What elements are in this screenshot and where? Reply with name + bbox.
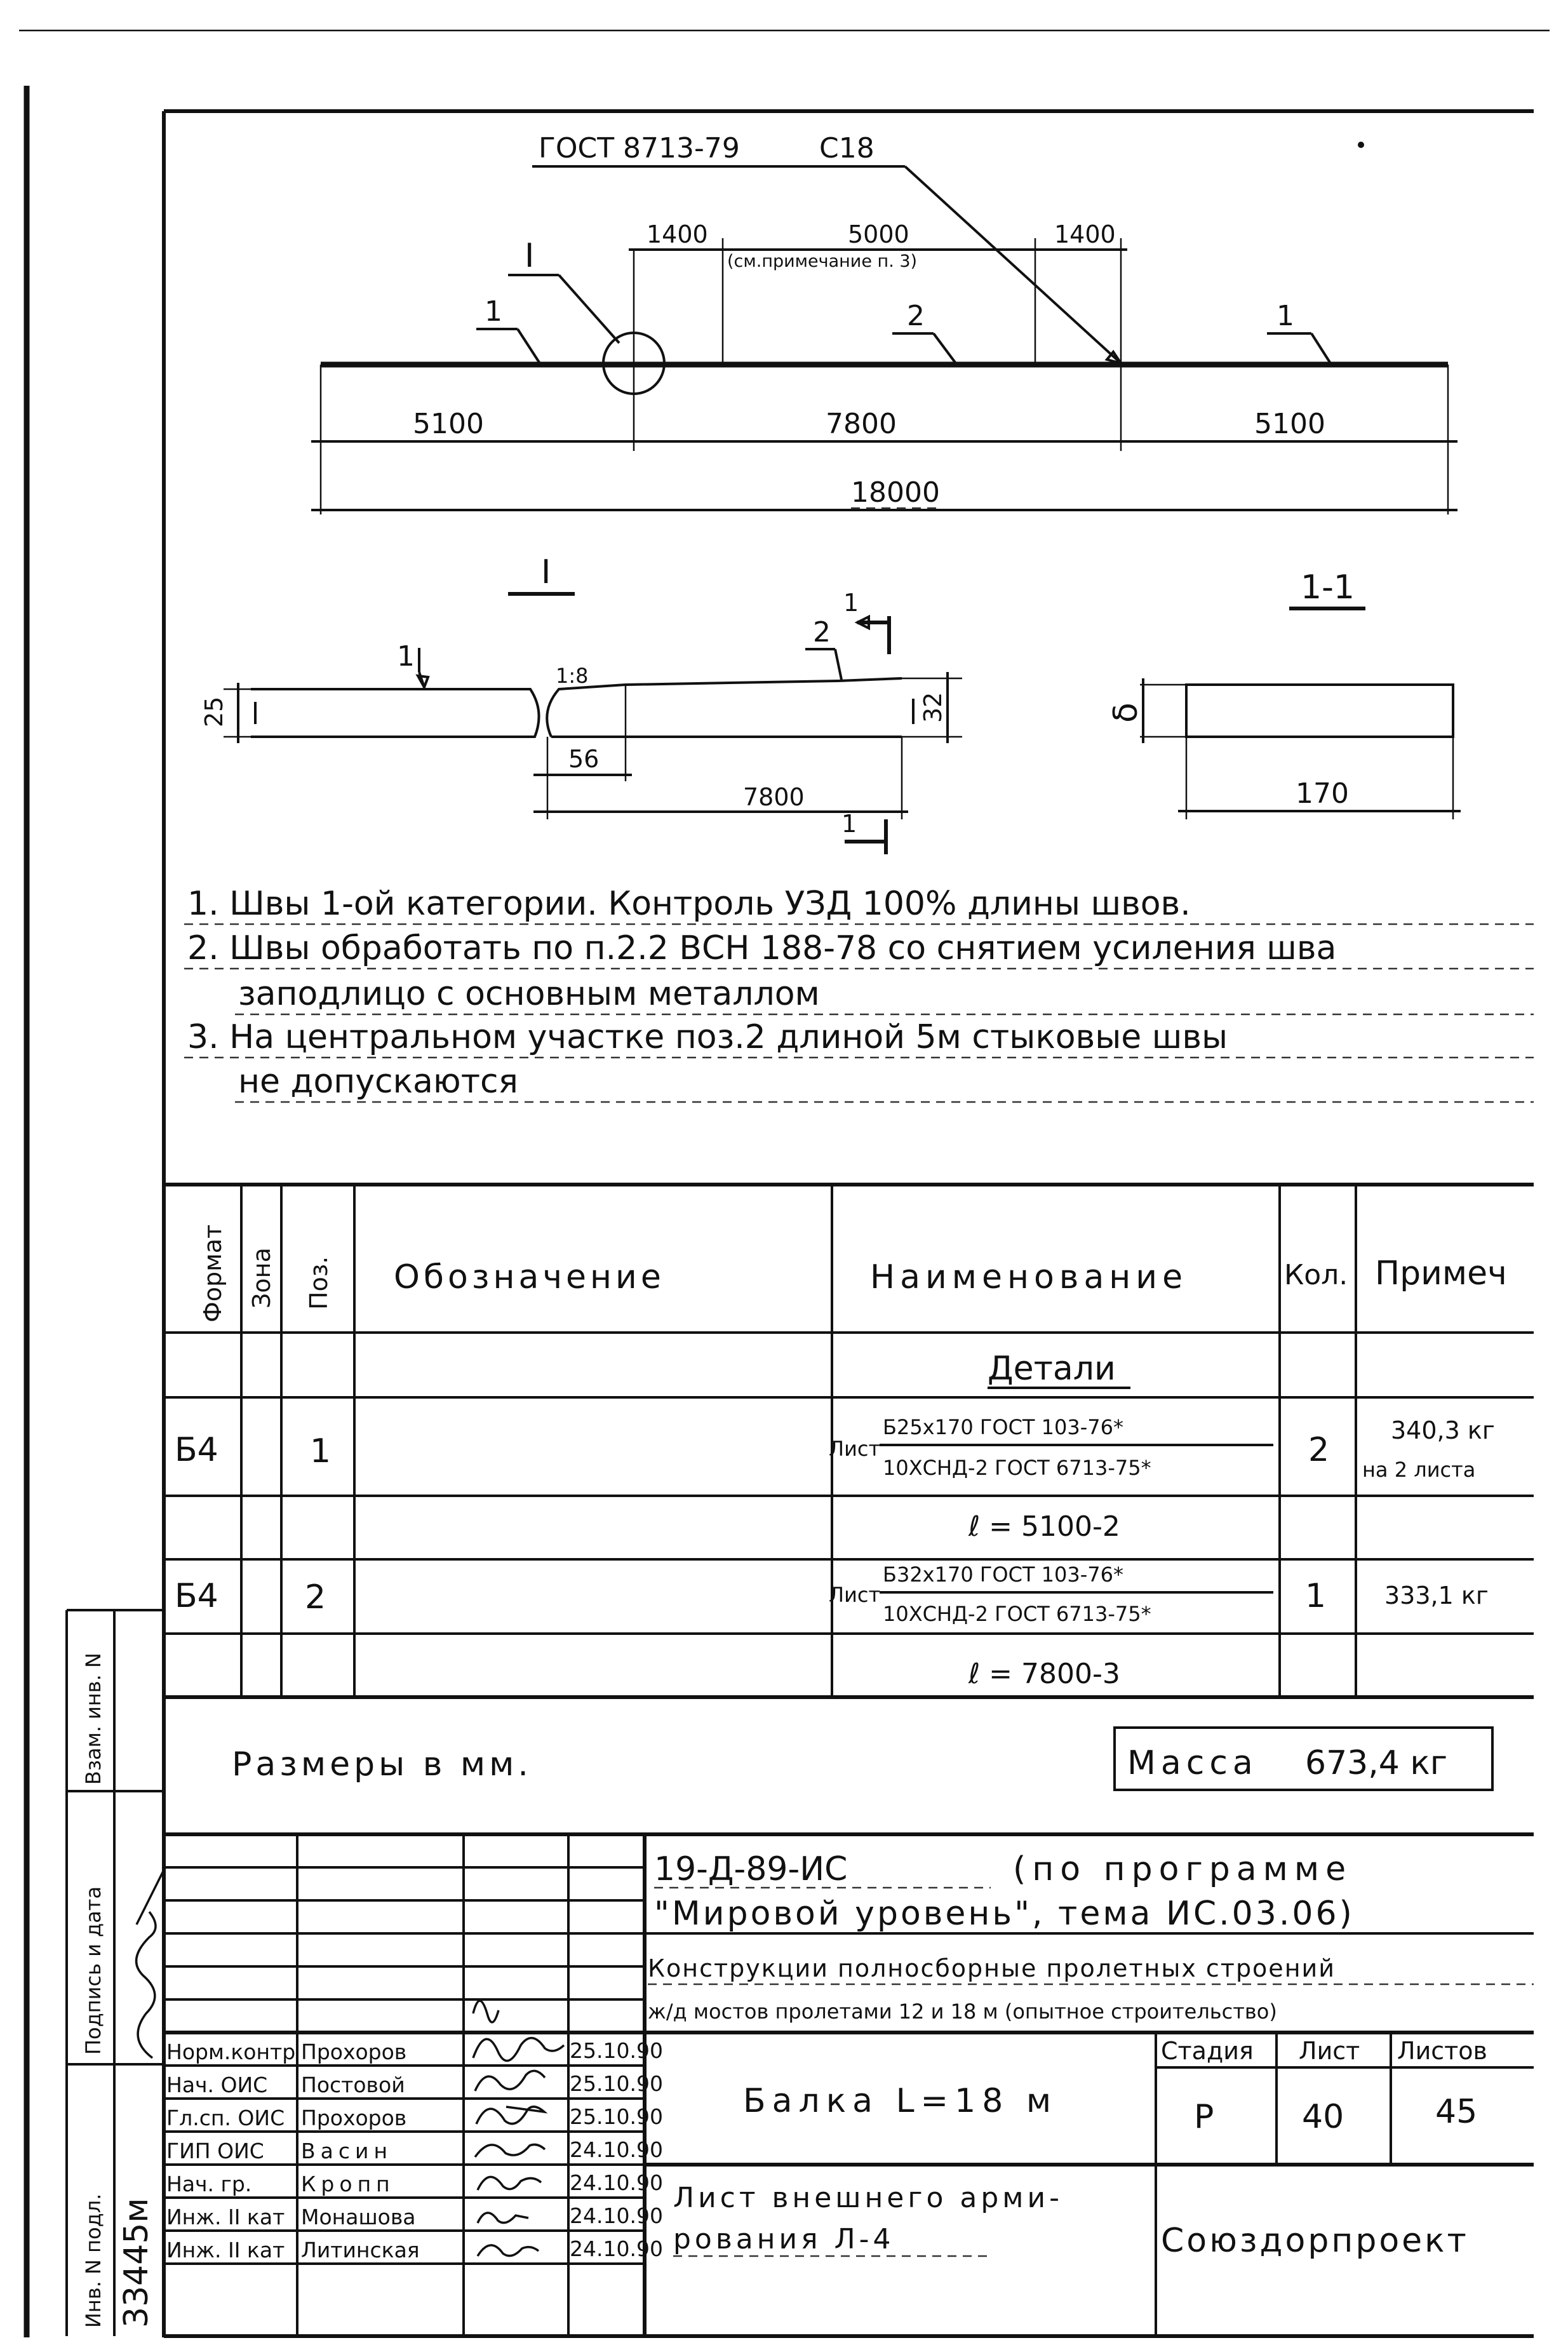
construction-line1: Конструкции полносборные пролетных строений [648, 1954, 1336, 1982]
side-inv-value: 33445м [117, 2198, 156, 2328]
side-sign-label: Подпись и дата [81, 1886, 105, 2055]
sheet-label: Лист [1299, 2037, 1360, 2065]
name-4: Васин [301, 2139, 393, 2163]
row2-format: Б4 [175, 1577, 218, 1615]
program-line1: (по программе [1013, 1850, 1353, 1888]
detail-height-25: 25 [200, 696, 228, 727]
name-5: Кропп [301, 2172, 395, 2196]
note-2: 2. Швы обработать по п.2.2 ВСН 188-78 со снятием усиления шва [187, 929, 1337, 967]
section-1-1 [1107, 568, 1461, 819]
header-name: Наименование [870, 1258, 1188, 1296]
detail-ref-I: I [525, 237, 535, 275]
name-1: Прохоров [301, 2039, 407, 2064]
dimensions-note: Размеры в мм. [232, 1745, 532, 1784]
name-7: Литинская [301, 2238, 420, 2262]
mark-dot [1358, 142, 1364, 148]
header-pos: Поз. [305, 1256, 333, 1310]
dim-1400-left: 1400 [647, 220, 708, 248]
section-details: Детали [988, 1350, 1116, 1388]
sheet-value: 40 [1302, 2098, 1344, 2136]
date-6: 24.10.90 [570, 2203, 663, 2228]
name-6: Монашова [301, 2205, 416, 2229]
date-7: 24.10.90 [570, 2236, 663, 2261]
row2-pos: 2 [305, 1578, 326, 1616]
note-3: 3. На центральном участке поз.2 длиной 5м стыковые швы [187, 1018, 1228, 1056]
detail-I-title: I [541, 553, 551, 591]
slope-label: 1:8 [556, 664, 589, 688]
date-2: 25.10.90 [570, 2071, 663, 2096]
row1-format: Б4 [175, 1431, 218, 1469]
section-thickness: δ [1107, 702, 1145, 723]
doc-code: 19-Д-89-ИС [654, 1850, 848, 1888]
role-2: Нач. ОИС [166, 2073, 268, 2097]
section-mark-bottom: 1 [841, 810, 857, 838]
weld-standard-label: ГОСТ 8713-79 [539, 132, 740, 165]
side-vzam-label: Взам. инв. N [81, 1653, 105, 1785]
dim-7800: 7800 [826, 408, 897, 440]
section-1-1-title: 1-1 [1301, 568, 1355, 607]
signatures [473, 2001, 564, 2256]
header-zone: Зона [248, 1247, 276, 1308]
row1-length: ℓ = 5100-2 [968, 1510, 1120, 1543]
dim-7800-detail: 7800 [743, 783, 805, 811]
date-1: 25.10.90 [570, 2038, 663, 2063]
role-6: Инж. II кат [166, 2205, 285, 2229]
dim-18000: 18000 [851, 476, 940, 509]
header-qty: Кол. [1284, 1259, 1348, 1291]
detail-lead-1: 1 [397, 640, 415, 673]
pos-ref-1-left: 1 [485, 295, 502, 328]
role-5: Нач. гр. [166, 2172, 252, 2196]
role-4: ГИП ОИС [166, 2139, 264, 2163]
side-stamp [67, 1610, 165, 2336]
row1-note-line2: на 2 листа [1362, 1458, 1476, 1482]
date-4: 24.10.90 [570, 2137, 663, 2162]
row1-name-bottom: 10ХСНД-2 ГОСТ 6713-75* [883, 1456, 1151, 1480]
note-3-cont: не допускаются [238, 1063, 518, 1101]
mass-box [1115, 1728, 1492, 1790]
side-inv-label: Инв. N подл. [81, 2193, 105, 2328]
title-block [164, 1834, 1534, 2336]
dim-1400-right: 1400 [1054, 220, 1116, 248]
section-width-170: 170 [1296, 777, 1349, 810]
header-format: Формат [199, 1224, 227, 1322]
section-mark-top: 1 [843, 589, 859, 617]
sheet-name-line1: Лист внешнего арми- [673, 2182, 1063, 2214]
role-3: Гл.сп. ОИС [166, 2106, 285, 2130]
stage-label: Стадия [1161, 2037, 1254, 2065]
dim-5000: 5000 [848, 220, 909, 248]
notes [184, 885, 1534, 1102]
row2-qty: 1 [1305, 1577, 1327, 1615]
header-note: Примеч [1375, 1254, 1507, 1293]
sheets-value: 45 [1435, 2093, 1478, 2131]
stage-value: Р [1194, 2098, 1214, 2136]
row2-length: ℓ = 7800-3 [968, 1658, 1120, 1690]
spec-table [164, 1185, 1534, 1697]
detail-lead-2: 2 [813, 616, 831, 648]
row1-note-line1: 340,3 кг [1391, 1416, 1495, 1444]
role-7: Инж. II кат [166, 2238, 285, 2262]
mass-value: 673,4 кг [1305, 1744, 1448, 1782]
beam-elevation [311, 132, 1457, 514]
sheets-label: Листов [1397, 2037, 1487, 2065]
construction-line2: ж/д мостов пролетами 12 и 18 м (опытное строительство) [648, 1999, 1277, 2024]
note-2-cont: заподлицо с основным металлом [238, 975, 820, 1013]
organization: Союздорпроект [1161, 2222, 1469, 2260]
part-name: Балка L=18 м [743, 2082, 1058, 2120]
pos-ref-2: 2 [907, 300, 925, 332]
header-designation: Обозначение [394, 1258, 665, 1296]
row1-name-prefix: Лист [829, 1437, 881, 1461]
approval-rows [166, 2038, 663, 2262]
name-2: Постовой [301, 2073, 405, 2097]
detail-I [200, 553, 962, 854]
pos-ref-1-right: 1 [1277, 300, 1294, 332]
program-line2: "Мировой уровень", тема ИС.03.06) [654, 1895, 1355, 1933]
sheet-name-line2: рования Л-4 [673, 2223, 895, 2255]
row2-name-bottom: 10ХСНД-2 ГОСТ 6713-75* [883, 1602, 1151, 1626]
note-reference: (см.примечание п. 3) [727, 252, 918, 271]
row2-name-prefix: Лист [829, 1583, 881, 1607]
row1-name-top: Б25х170 ГОСТ 103-76* [883, 1415, 1123, 1439]
row1-pos: 1 [310, 1432, 332, 1470]
row1-qty: 2 [1308, 1431, 1330, 1469]
weld-code-label: С18 [819, 132, 874, 165]
name-3: Прохоров [301, 2106, 407, 2130]
role-1: Норм.контр [166, 2039, 296, 2064]
date-3: 25.10.90 [570, 2104, 663, 2129]
dim-5100-left: 5100 [413, 408, 484, 440]
row2-note-line1: 333,1 кг [1384, 1582, 1489, 1609]
dim-5100-right: 5100 [1254, 408, 1325, 440]
dim-56: 56 [568, 745, 600, 773]
note-1: 1. Швы 1-ой категории. Контроль УЗД 100% длины швов. [187, 885, 1191, 923]
date-5: 24.10.90 [570, 2170, 663, 2195]
detail-height-32: 32 [919, 692, 947, 723]
row2-name-top: Б32х170 ГОСТ 103-76* [883, 1562, 1123, 1587]
mass-label: Масса [1127, 1744, 1258, 1782]
